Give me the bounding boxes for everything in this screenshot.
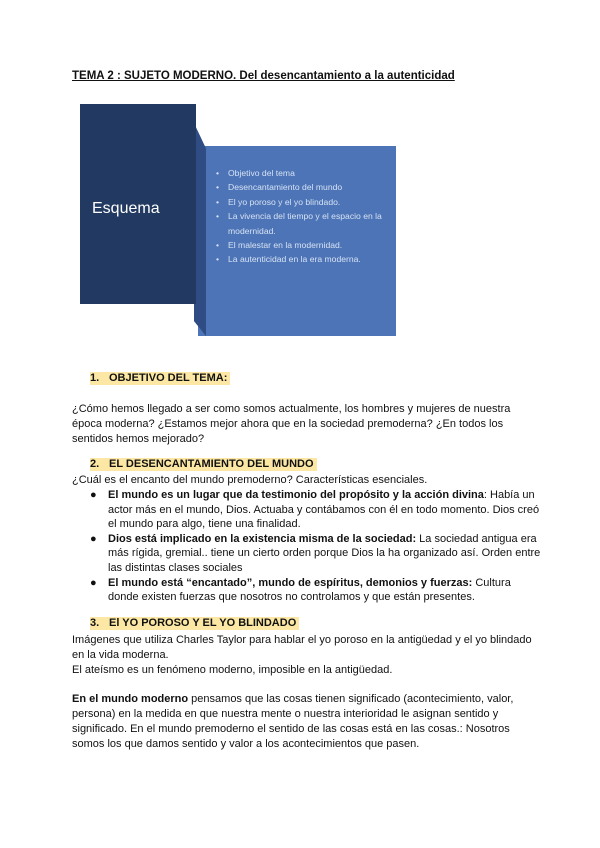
bullet-bold: El mundo es un lugar que da testimonio del propósito y la acción divina [108,489,484,501]
bullet-text: : Había un actor más en el mundo, Dios. Actuaba y contábamos con él en todo momento. Dios creó el mundo para algo, tiene una finalidad. [108,489,540,531]
section-1-paragraph: ¿Cómo hemos llegado a ser como somos actualmente, los hombres y mujeres de nuestra época moderna? ¿Estamos mejor ahora que en la sociedad premoderna? ¿En todos los sentidos hemos mejorado? [72,403,511,445]
bullet-bold: Dios está implicado en la existencia misma de la sociedad: [108,532,417,545]
page-title: TEMA 2 : SUJETO MODERNO. Del desencantamiento a la autenticidad [72,70,455,82]
section-3-paragraph-2: El ateísmo es un fenómeno moderno, imposible en la antigüedad. [72,664,393,676]
section-1-highlight [90,372,230,385]
bullet-text: Cultura donde existen fuerzas que nosotros no controlamos y que están presentes. [108,576,511,604]
bullet-bold: El mundo está “encantado”, mundo de espíritus, demonios y fuerzas: [108,576,473,589]
section-title: EL DESENCANTAMIENTO DEL MUNDO [109,458,314,470]
bullet-icon: ● [90,489,97,501]
section-3-heading [90,617,299,629]
esquema-item: • Desencantamiento del mundo [216,180,386,194]
bullet-text: La sociedad antigua era más rígida, gremial.. tiene un cierto orden porque Dios la ha organizado así. Orden entre las distintas clases sociales [108,532,541,574]
esquema-item: • El yo poroso y el yo blindado. [216,195,386,209]
section-3-paragraph-3 [72,692,532,752]
bullet-icon: ● [90,532,97,545]
section-2-highlight [90,458,317,471]
section-2-intro: ¿Cuál es el encanto del mundo premoderno? Características esenciales. [72,474,428,486]
esquema-item: • La vivencia del tiempo y el espacio en la modernidad. [216,209,386,238]
esquema-item: • La autenticidad en la era moderna. [216,252,386,266]
section-title: OBJETIVO DEL TEMA: [109,372,228,384]
list-item [72,488,542,532]
esquema-list [216,166,386,267]
section-number: 2. [90,458,100,470]
section-2-bullets [72,488,542,605]
list-item [72,532,542,576]
paragraph-text: pensamos que las cosas tienen significado (acontecimiento, valor, persona) en la medida en que nuestra mente o nuestra interioridad le asignan sentido y significado. En el mundo premoderno el sentido de las cosas está en las cosas.: Nosotros somos los que damos sentido y valor a los acontecimientos que pasen. [72,693,514,750]
section-3-highlight [90,617,299,630]
section-title: El YO POROSO Y EL YO BLINDADO [109,617,297,629]
bullet-icon: ● [90,576,97,589]
esquema-title: Esquema [92,200,160,217]
section-3-paragraph-1: Imágenes que utiliza Charles Taylor para hablar el yo poroso en la antigüedad y el yo blindado en la vida moderna. [72,634,532,661]
section-1-heading [90,372,230,384]
esquema-item: • El malestar en la modernidad. [216,238,386,252]
section-2-heading [90,458,317,470]
section-number: 1. [90,372,100,384]
list-item [72,576,542,605]
esquema-item: • Objetivo del tema [216,166,386,180]
paragraph-bold: En el mundo moderno [72,693,189,705]
section-number: 3. [90,617,100,629]
